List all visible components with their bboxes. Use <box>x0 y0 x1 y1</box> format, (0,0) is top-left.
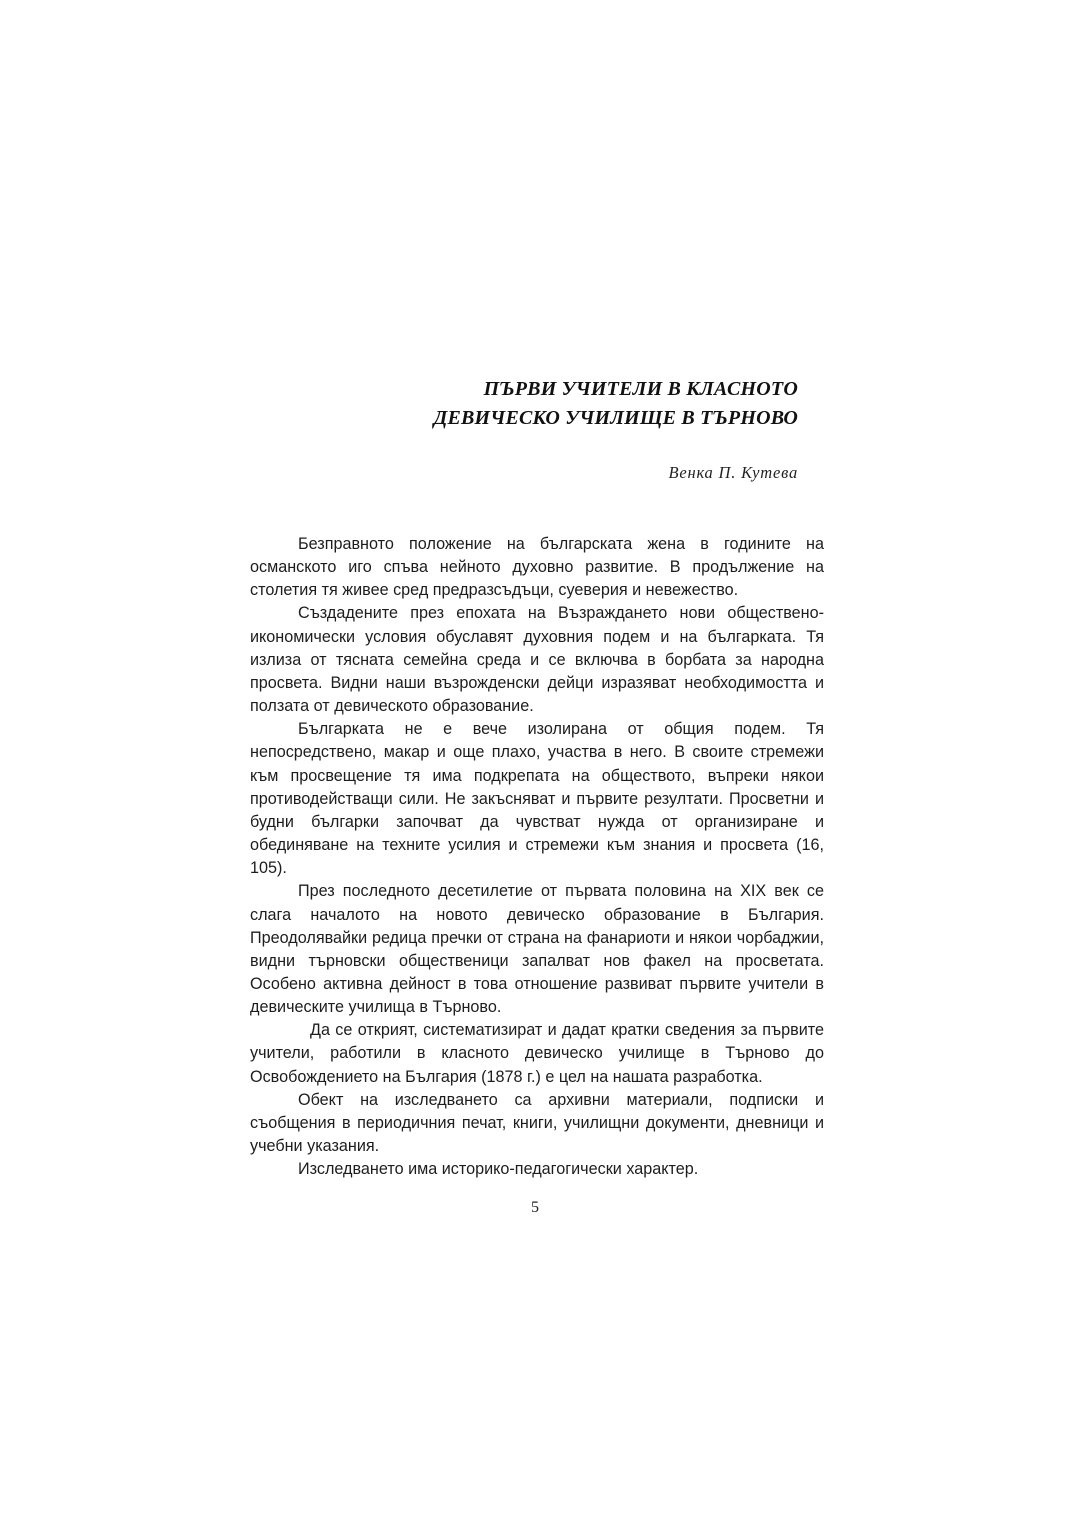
paragraph: Да се открият, систематизират и дадат кратки сведения за първите учители, работили в класното девическо училище в Търново до Освобождението на България (1878 г.) е цел на нашата разработка. <box>250 1021 824 1086</box>
paragraph: Обект на изследването са архивни материали, подписки и съобщения в периодичния печат, книги, училищни документи, дневници и учебни указания. <box>250 1090 824 1156</box>
author-name: Венка П. Кутева <box>668 463 798 482</box>
page-number: 5 <box>531 1199 539 1216</box>
paragraph: Създадените през епохата на Възраждането нови обществено-икономически условия обуславят духовния подем и на българката. Тя излиза от тясната семейна среда и се включва в борбата за народна просвета. Видни наши възрожденски дейци изразяват необходимостта и ползата от девическото образование. <box>250 604 824 716</box>
paragraph: Изследването има историко-педагогически характер. <box>298 1160 699 1179</box>
paragraph: Безправното положение на българската жена в годините на османското иго спъва нейното духовно развитие. В продължение на столетия тя живее сред предразсъдъци, суеверия и невежество. <box>250 535 824 600</box>
article-body <box>250 533 824 1181</box>
title-line-2: ДЕВИЧЕСКО УЧИЛИЩЕ В ТЪРНОВО <box>433 407 798 429</box>
paragraph: Българката не е вече изолирана от общия подем. Тя непосредствено, макар и още плахо, участва в него. В своите стремежи към просвещение тя има подкрепата на обществото, въпреки някои противодействащи сили. Не закъсняват и първите резултати. Просветни и будни българки започват да чувстват нужда от организиране и обединяване на техните усилия и стремежи към знания и просвета (16, 105). <box>250 720 824 878</box>
article-title <box>380 375 798 433</box>
title-line-1: ПЪРВИ УЧИТЕЛИ В КЛАСНОТО <box>483 378 798 400</box>
paragraph: През последното десетилетие от първата половина на XIX век се слага началото на новото девическо образование в България. Преодолявайки редица пречки от страна на фанариоти и някои чорбаджии, видни търновски общественици запалват нов факел на просветата. Особено активна дейност в това отношение развиват първите учители в девическите училища в Търново. <box>250 882 824 1017</box>
